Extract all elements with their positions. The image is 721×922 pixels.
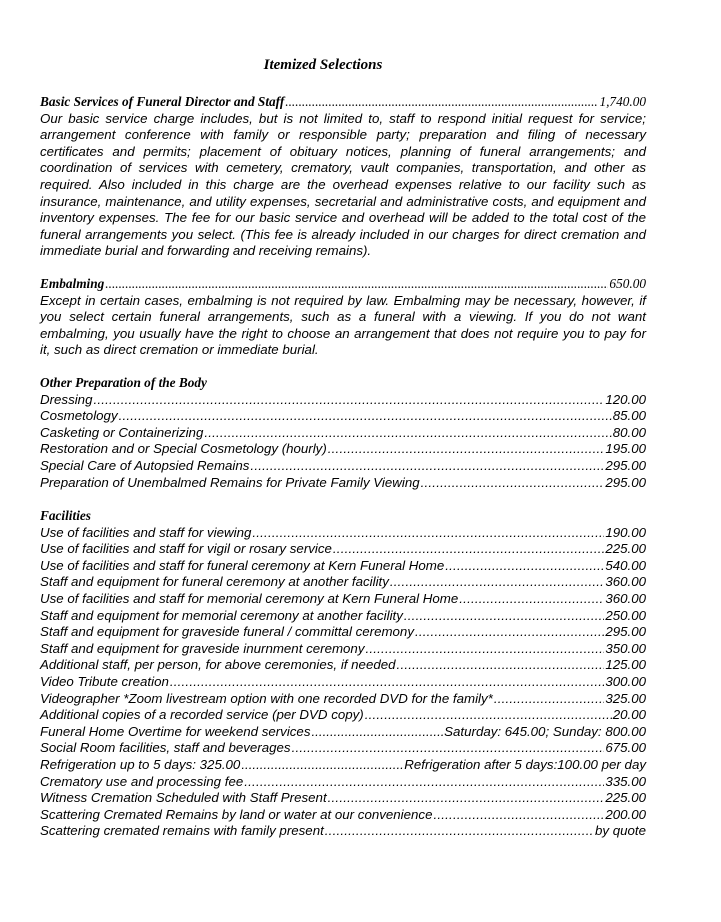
item-amount: 295.00 xyxy=(605,474,646,490)
overtime-amount: Saturday: 645.00; Sunday: 800.00 xyxy=(444,723,646,739)
list-item xyxy=(40,674,646,691)
list-item xyxy=(40,475,646,492)
leader-dots xyxy=(404,608,604,625)
list-item xyxy=(40,608,646,625)
item-label: Scattering Cremated Remains by land or water at our convenience xyxy=(40,806,433,822)
list-item xyxy=(40,408,646,425)
item-amount: 540.00 xyxy=(605,557,646,573)
item-amount: 360.00 xyxy=(605,574,646,590)
list-item xyxy=(40,641,646,658)
item-label: Videographer *Zoom livestream option with one recorded DVD for the family* xyxy=(40,690,493,706)
item-label: Use of facilities and staff for vigil or rosary service xyxy=(40,541,332,557)
item-label: Casketing or Containerizing xyxy=(40,424,204,440)
leader-dots xyxy=(365,641,604,658)
item-amount: 20.00 xyxy=(612,707,646,723)
leader-dots xyxy=(415,624,604,641)
embalming-line xyxy=(40,276,646,293)
item-label: Crematory use and processing fee xyxy=(40,773,244,789)
leader-dots xyxy=(311,724,443,741)
refrigeration-amount: Refrigeration after 5 days:100.00 per day xyxy=(404,756,646,772)
list-item xyxy=(40,774,646,791)
list-item xyxy=(40,691,646,708)
leader-dots xyxy=(421,475,605,492)
item-amount: 250.00 xyxy=(605,607,646,623)
leader-dots xyxy=(445,558,604,575)
list-item xyxy=(40,823,646,840)
item-amount: 200.00 xyxy=(605,806,646,822)
list-item xyxy=(40,807,646,824)
item-label: Social Room facilities, staff and beverages xyxy=(40,740,291,756)
item-label: Use of facilities and staff for viewing xyxy=(40,524,252,540)
leader-dots xyxy=(241,757,403,774)
item-label: Use of facilities and staff for funeral ceremony at Kern Funeral Home xyxy=(40,557,445,573)
basic-services-line xyxy=(40,94,646,111)
item-amount: 225.00 xyxy=(605,541,646,557)
overtime-row xyxy=(40,724,646,741)
leader-dots xyxy=(250,458,604,475)
leader-dots xyxy=(397,657,605,674)
list-item xyxy=(40,740,646,757)
overtime-label: Funeral Home Overtime for weekend services xyxy=(40,723,311,739)
list-item xyxy=(40,624,646,641)
item-amount: 350.00 xyxy=(605,640,646,656)
item-amount: 190.00 xyxy=(605,524,646,540)
item-label: Staff and equipment for graveside inurnment ceremony xyxy=(40,640,365,656)
list-item xyxy=(40,657,646,674)
leader-dots xyxy=(105,276,608,293)
embalming-section xyxy=(40,276,646,359)
leader-dots xyxy=(292,740,605,757)
leader-dots xyxy=(328,790,605,807)
list-item xyxy=(40,541,646,558)
item-amount: 295.00 xyxy=(605,624,646,640)
list-item xyxy=(40,591,646,608)
page-title: Itemized Selections xyxy=(263,57,383,73)
list-item xyxy=(40,458,646,475)
item-label: Video Tribute creation xyxy=(40,673,169,689)
leader-dots xyxy=(252,525,604,542)
item-label: Additional staff, per person, for above ceremonies, if needed xyxy=(40,657,396,673)
item-amount: 80.00 xyxy=(612,424,646,440)
item-label: Preparation of Unembalmed Remains for Private Family Viewing xyxy=(40,474,420,490)
list-item xyxy=(40,441,646,458)
item-amount: 335.00 xyxy=(605,773,646,789)
basic-services-section xyxy=(40,94,646,260)
item-label: Use of facilities and staff for memorial ceremony at Kern Funeral Home xyxy=(40,590,459,606)
leader-dots xyxy=(285,94,598,111)
embalming-description: Except in certain cases, embalming is not required by law. Embalming may be necessary, however, if you select certain funeral arrangements, such as a funeral with a viewing. If you do not want embalming, you usually have the right to choose an arrangement that does not require you to pay for it, such as direct cremation or immediate burial. xyxy=(40,292,646,358)
item-label: Witness Cremation Scheduled with Staff Present xyxy=(40,790,327,806)
item-amount: 675.00 xyxy=(605,740,646,756)
item-label: Staff and equipment for funeral ceremony at another facility xyxy=(40,574,389,590)
preparation-section xyxy=(40,375,646,491)
facilities-list-2 xyxy=(40,740,646,757)
item-amount: by quote xyxy=(594,823,646,839)
leader-dots xyxy=(204,425,611,442)
basic-services-amount: 1,740.00 xyxy=(599,94,646,109)
embalming-amount: 650.00 xyxy=(609,276,646,291)
item-amount: 120.00 xyxy=(605,391,646,407)
facilities-heading: Facilities xyxy=(40,508,91,523)
leader-dots xyxy=(93,392,604,409)
basic-services-label: Basic Services of Funeral Director and Staff xyxy=(40,94,285,109)
item-amount: 300.00 xyxy=(605,673,646,689)
leader-dots xyxy=(390,574,604,591)
item-amount: 325.00 xyxy=(605,690,646,706)
leader-dots xyxy=(325,823,594,840)
item-label: Special Care of Autopsied Remains xyxy=(40,457,250,473)
item-amount: 225.00 xyxy=(605,790,646,806)
item-amount: 360.00 xyxy=(605,590,646,606)
list-item xyxy=(40,558,646,575)
leader-dots xyxy=(170,674,604,691)
item-amount: 125.00 xyxy=(605,657,646,673)
item-label: Scattering cremated remains with family present xyxy=(40,823,324,839)
list-item xyxy=(40,707,646,724)
leader-dots xyxy=(459,591,604,608)
leader-dots xyxy=(119,408,612,425)
list-item xyxy=(40,574,646,591)
item-label: Restoration and or Special Cosmetology (hourly) xyxy=(40,441,327,457)
preparation-heading: Other Preparation of the Body xyxy=(40,375,207,390)
list-item xyxy=(40,392,646,409)
leader-dots xyxy=(244,774,604,791)
basic-services-description: Our basic service charge includes, but is not limited to, staff to respond initial request for service; arrangement conference with family or responsible party; preparation and filing of necessary certificates and permits; placement of obituary notices, planning of funeral arrangements; and coordination of services with cemetery, crematory, vault companies, transportation, and other as required. Also included in this charge are the overhead expenses relative to our facility such as insurance, maintenance, and utility expenses, secretarial and administrative costs, and equipment and inventory expenses. The fee for our basic service and overhead will be added to the total cost of the funeral arrangements you select. (This fee is already included in our charges for direct cremation and immediate burial and forwarding and receiving remains). xyxy=(40,110,646,259)
item-label: Staff and equipment for memorial ceremony at another facility xyxy=(40,607,403,623)
facilities-list-3 xyxy=(40,774,646,840)
item-label: Dressing xyxy=(40,391,93,407)
item-label: Additional copies of a recorded service (per DVD copy) xyxy=(40,707,364,723)
item-label: Staff and equipment for graveside funeral / committal ceremony xyxy=(40,624,414,640)
list-item xyxy=(40,425,646,442)
leader-dots xyxy=(328,441,605,458)
embalming-label: Embalming xyxy=(40,276,105,291)
facilities-list xyxy=(40,525,646,724)
leader-dots xyxy=(365,707,612,724)
refrigeration-label: Refrigeration up to 5 days: 325.00 xyxy=(40,756,241,772)
preparation-list xyxy=(40,392,646,492)
facilities-section xyxy=(40,508,646,840)
item-amount: 195.00 xyxy=(605,441,646,457)
leader-dots xyxy=(433,807,604,824)
leader-dots xyxy=(494,691,605,708)
item-amount: 85.00 xyxy=(612,408,646,424)
item-amount: 295.00 xyxy=(605,457,646,473)
item-label: Cosmetology xyxy=(40,408,118,424)
leader-dots xyxy=(333,541,604,558)
refrigeration-row xyxy=(40,757,646,774)
list-item xyxy=(40,790,646,807)
list-item xyxy=(40,525,646,542)
